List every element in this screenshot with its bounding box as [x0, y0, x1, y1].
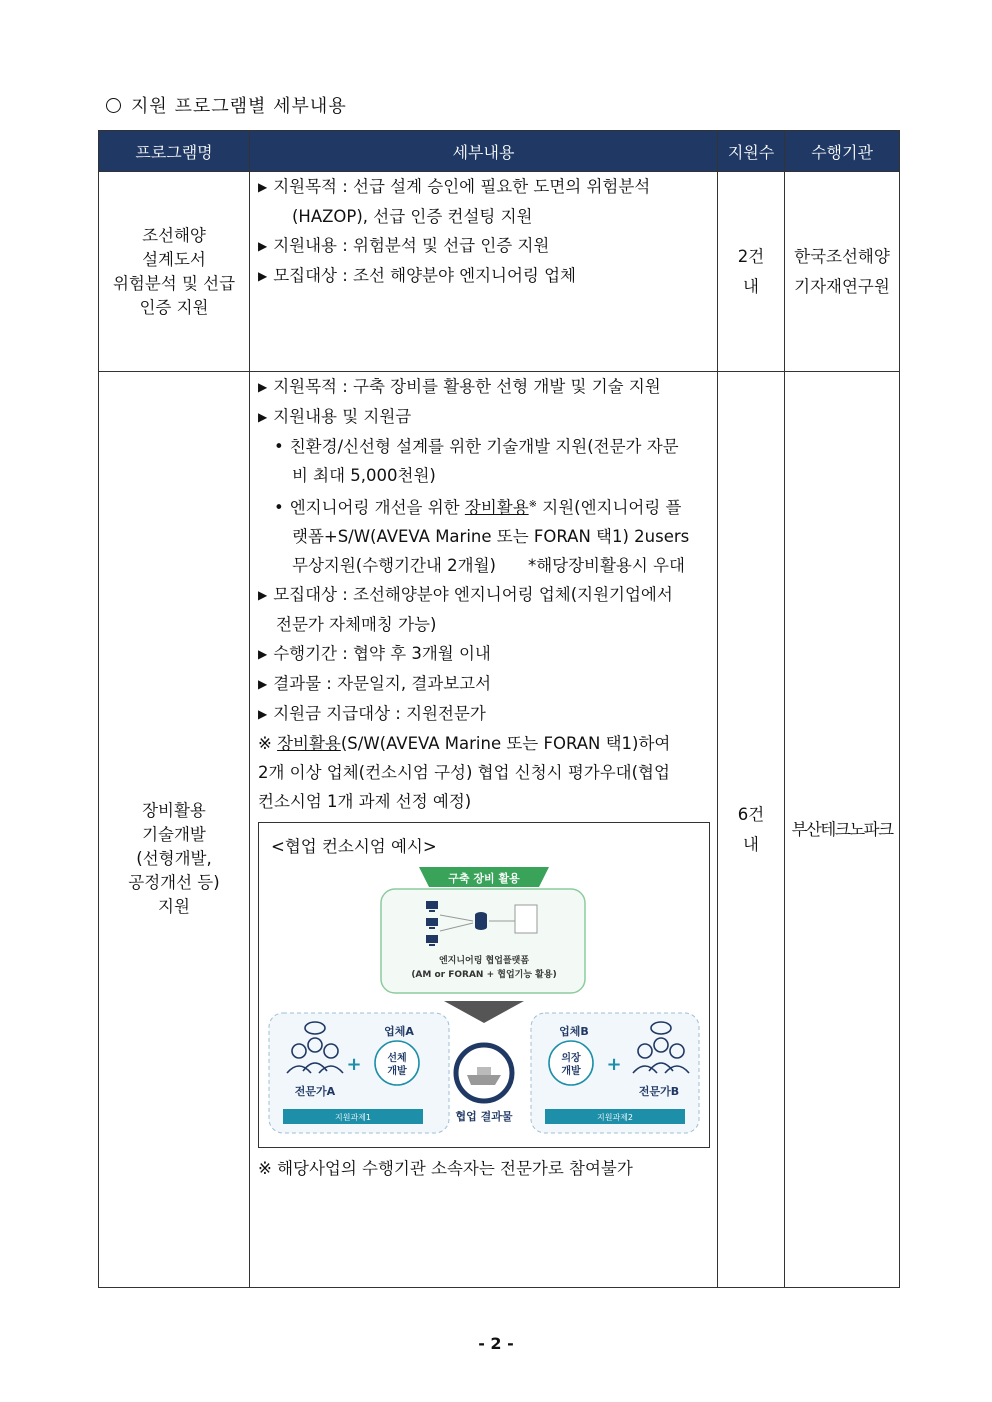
computer-icon: [426, 901, 438, 946]
program-name-cell: [99, 372, 250, 1288]
detail-line: [258, 758, 709, 787]
plus-icon: +: [346, 1054, 362, 1075]
expert-a-label: 전문가A: [294, 1085, 336, 1098]
triangle-bullet-icon: ▶: [258, 269, 268, 283]
table-header-row: [99, 131, 900, 172]
program-name-line: 인증 지원: [139, 297, 209, 317]
triangle-bullet-icon: ▶: [258, 180, 268, 194]
plus-icon: +: [606, 1054, 622, 1075]
detail-note: *해당장비활용시 우대: [527, 556, 685, 575]
detail-line: [258, 669, 709, 699]
org-cell: [785, 372, 900, 1288]
box-caption: <협업 컨소시엄 예시>: [271, 837, 437, 856]
org-line: 한국조선해양: [794, 246, 890, 266]
program-name-line: 조선해양: [142, 225, 206, 245]
org-cell: [785, 172, 900, 372]
detail-text: 지원(엔지니어링 플: [542, 498, 682, 517]
detail-text: 수행기간 : 협약 후 3개월 이내: [273, 644, 491, 663]
details-cell: [250, 372, 718, 1288]
detail-line: [258, 729, 709, 758]
dot-bullet-icon: •: [274, 437, 284, 456]
program-name-line: 공정개선 등): [128, 873, 220, 892]
detail-text: 랫폼+S/W(AVEVA Marine 또는 FORAN 택1) 2users: [292, 527, 690, 546]
detail-text: 지원목적 : 구축 장비를 활용한 선형 개발 및 기술 지원: [273, 377, 661, 396]
count-cell: [718, 172, 785, 372]
platform-label-2: (AM or FORAN + 협업기능 활용): [411, 970, 557, 980]
org-line: 기자재연구원: [794, 276, 890, 296]
count-line: 내: [743, 834, 759, 854]
section-heading-text: 지원 프로그램별 세부내용: [131, 96, 347, 117]
section-heading: [106, 92, 347, 118]
program-table: [98, 130, 900, 1288]
ship-icon: [467, 1075, 501, 1085]
triangle-bullet-icon: ▶: [258, 239, 268, 253]
detail-text: 전문가 자체매칭 가능): [276, 615, 437, 634]
detail-line: [258, 580, 709, 610]
detail-line: [258, 372, 709, 402]
detail-text: 지원내용 : 위험분석 및 선급 인증 지원: [273, 236, 550, 255]
triangle-bullet-icon: ▶: [258, 410, 268, 424]
task-a-bar-label: 지원과제1: [334, 1113, 372, 1122]
details-cell: [250, 172, 718, 372]
platform-label-1: 엔지니어링 협업플랫폼: [438, 956, 530, 966]
detail-line: [258, 432, 709, 461]
detail-text: 지원내용 및 지원금: [273, 407, 412, 426]
underlined-term: 장비활용: [464, 498, 529, 517]
detail-line: [258, 261, 709, 291]
detail-line: [258, 490, 709, 522]
triangle-bullet-icon: ▶: [258, 707, 268, 721]
detail-text: (HAZOP), 선급 인증 컨설팅 지원: [292, 207, 533, 226]
detail-line: [258, 699, 709, 729]
detail-line: [258, 639, 709, 669]
program-name-line: 기술개발: [142, 825, 206, 844]
detail-text: 지원금 지급대상 : 지원전문가: [273, 704, 486, 723]
program-name-line: 설계도서: [142, 249, 206, 269]
program-name-line: 지원: [158, 897, 190, 916]
detail-text: 모집대상 : 조선해양분야 엔지니어링 업체(지원기업에서: [273, 585, 673, 604]
result-label: 협업 결과물: [455, 1110, 513, 1123]
program-name-line: 위험분석 및 선급: [112, 273, 236, 293]
count-line: 2건: [737, 246, 765, 266]
detail-text: 모집대상 : 조선 해양분야 엔지니어링 업체: [273, 266, 576, 285]
detail-text: 컨소시엄 1개 과제 선정 예정): [258, 792, 472, 811]
detail-text: 친환경/신선형 설계를 위한 기술개발 지원(전문가 자문: [289, 437, 679, 456]
top-banner-label: 구축 장비 활용: [448, 872, 520, 885]
triangle-bullet-icon: ▶: [258, 588, 268, 602]
task-b-bar-label: 지원과제2: [596, 1113, 634, 1122]
detail-text: 결과물 : 자문일지, 결과보고서: [273, 674, 492, 693]
count-line: 6건: [737, 804, 765, 824]
consortium-diagram: [259, 823, 709, 1147]
server-icon: [475, 912, 487, 930]
header-program: 프로그램명: [99, 131, 250, 172]
detail-text: 지원목적 : 선급 설계 승인에 필요한 도면의 위험분석: [273, 177, 651, 196]
detail-line: [258, 402, 709, 432]
down-arrow-icon: [444, 1001, 524, 1023]
task-a-label-2: 개발: [387, 1066, 407, 1077]
circle-bullet-icon: [106, 98, 121, 113]
consortium-example-box: [258, 822, 710, 1148]
detail-line: [258, 551, 709, 580]
underlined-term: 장비활용: [277, 734, 341, 753]
task-b-label-1: 의장: [561, 1053, 581, 1064]
dot-bullet-icon: •: [274, 498, 284, 517]
detail-line: [258, 231, 709, 261]
task-b-label-2: 개발: [561, 1066, 581, 1077]
detail-line: [258, 461, 709, 490]
document-icon: [515, 905, 537, 933]
reference-mark: ※: [258, 734, 272, 753]
company-b-label: 업체B: [559, 1025, 589, 1038]
detail-text: (S/W(AVEVA Marine 또는 FORAN 택1)하여: [340, 734, 671, 753]
triangle-bullet-icon: ▶: [258, 647, 268, 661]
count-cell: [718, 372, 785, 1288]
program-name-cell: [99, 172, 250, 372]
program-name-line: 장비활용: [142, 801, 206, 820]
detail-text: 2개 이상 업체(컨소시엄 구성) 협업 신청시 평가우대(협업: [258, 763, 670, 782]
detail-text: 엔지니어링 개선을 위한: [289, 498, 460, 517]
detail-text: ※ 해당사업의 수행기관 소속자는 전문가로 참여불가: [258, 1159, 633, 1178]
detail-line: [258, 202, 709, 231]
detail-line: [258, 610, 709, 639]
reference-mark: ※: [528, 499, 538, 510]
table-row: [99, 372, 900, 1288]
expert-b-label: 전문가B: [638, 1085, 680, 1098]
detail-line: [258, 787, 709, 816]
detail-text: 비 최대 5,000천원): [292, 466, 436, 485]
count-line: 내: [743, 276, 759, 296]
program-name-line: (선형개발,: [136, 849, 212, 868]
table-row: [99, 172, 900, 372]
header-count: 지원수: [718, 131, 785, 172]
detail-line: [258, 1154, 709, 1183]
detail-line: [258, 522, 709, 551]
company-a-label: 업체A: [384, 1025, 414, 1038]
header-org: 수행기관: [785, 131, 900, 172]
page-number: - 2 -: [478, 1334, 514, 1353]
org-line: 부산테크노파크: [791, 819, 893, 839]
triangle-bullet-icon: ▶: [258, 677, 268, 691]
triangle-bullet-icon: ▶: [258, 380, 268, 394]
detail-line: [258, 172, 709, 202]
detail-text: 무상지원(수행기간내 2개월): [292, 556, 496, 575]
header-details: 세부내용: [250, 131, 718, 172]
task-a-label-1: 선체: [387, 1053, 407, 1064]
